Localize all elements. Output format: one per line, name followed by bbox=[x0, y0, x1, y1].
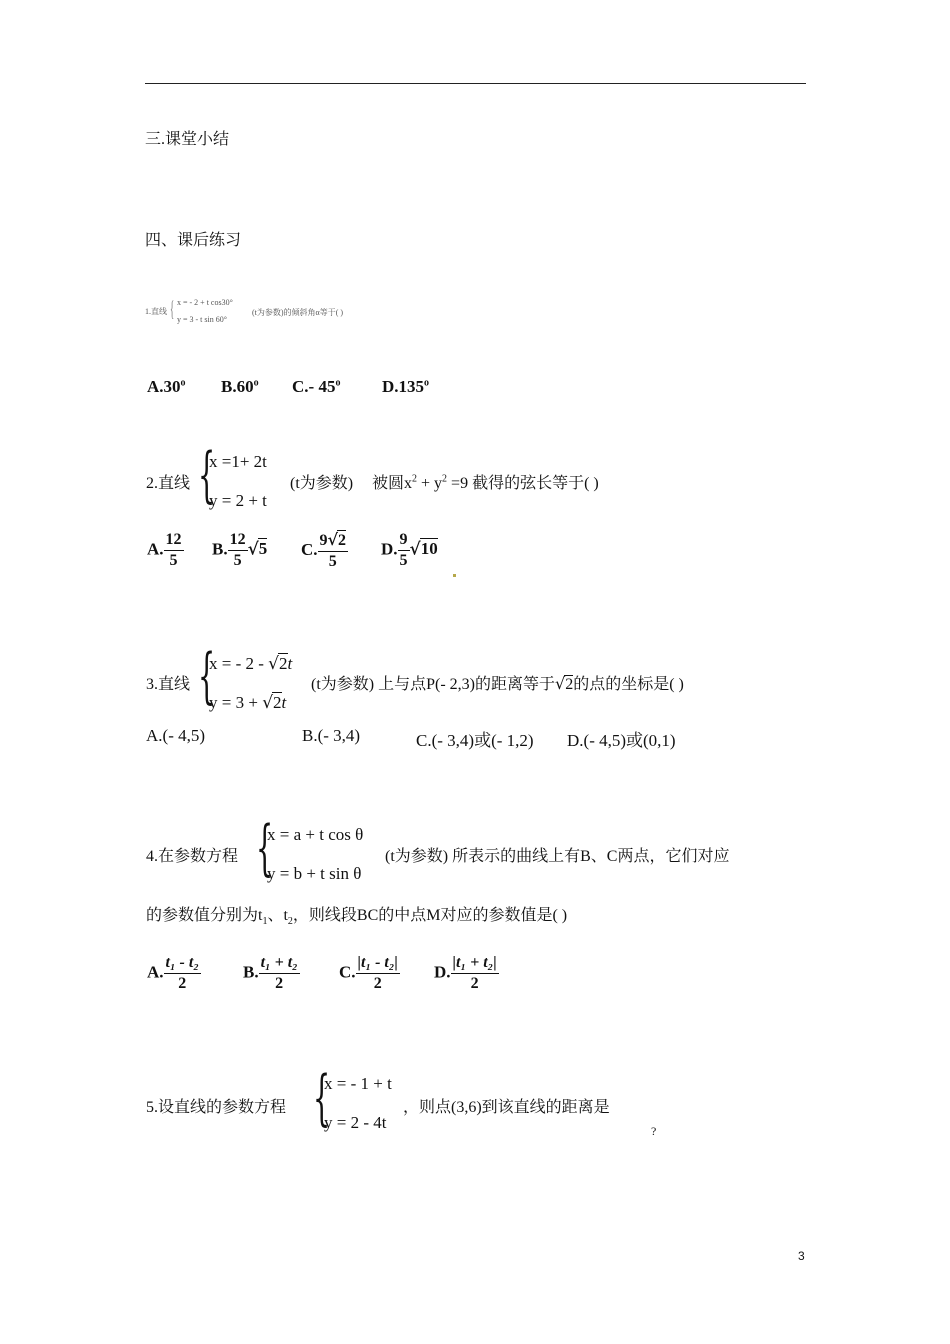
q4-option-b: B. $\frac{\text{t₁ + t₂}}{2}$ bbox=[243, 954, 298, 992]
q5-brace: { bbox=[313, 1063, 331, 1133]
q4-line2: 的参数值分别为$t_1$、$t_2$，则线段BC的中点M对应的参数值是( ) bbox=[146, 907, 568, 928]
q4-eq1: x = a + t cos θ bbox=[267, 825, 364, 844]
q2-option-b: B. $\frac{12}{5}$ √5 bbox=[212, 531, 268, 569]
q3-prefix: 3.直线 bbox=[146, 676, 191, 693]
q2-option-d: D. $\frac{9}{5}$ √10 bbox=[381, 531, 438, 569]
q3-brace: { bbox=[198, 641, 216, 711]
q2-option-a: A. $\frac{12}{5}$ bbox=[147, 531, 182, 569]
q1-eq2: y = 3 - t sin 60° bbox=[177, 315, 227, 324]
q5-eq2: y = 2 - 4t bbox=[324, 1113, 387, 1132]
q4-suffix: (t为参数) 所表示的曲线上有B、C两点，它们对应 bbox=[385, 848, 730, 865]
q3-eq1: x = - 2 - √2t bbox=[209, 654, 293, 674]
q4-option-c: C. $\frac{\text{|t₁ - t₂|}}{2}$ bbox=[339, 954, 398, 992]
q1-eq1: x = - 2 + t cos30° bbox=[177, 298, 233, 307]
q3-text: (t为参数) 上与点P(- 2,3)的距离等于√2的点的坐标是( ) bbox=[311, 674, 684, 693]
section-exercise-title: 四、课后练习 bbox=[145, 232, 242, 249]
q2-eq1: x =1+ 2t bbox=[209, 452, 267, 471]
q5-suffix: ，则点(3,6)到该直线的距离是 bbox=[403, 1099, 610, 1116]
header-rule bbox=[145, 83, 806, 84]
section-summary-title: 三.课堂小结 bbox=[145, 131, 230, 148]
q4-option-d: D. $\frac{\text{|t₁ + t₂|}}{2}$ bbox=[434, 954, 497, 992]
q4-brace: { bbox=[256, 813, 274, 883]
q4-prefix: 4.在参数方程 bbox=[146, 848, 239, 865]
q3-option-c: C.(- 3,4)或(- 1,2) bbox=[416, 731, 534, 750]
q4-eq2: y = b + t sin θ bbox=[267, 864, 362, 883]
q2-brace: { bbox=[198, 440, 216, 510]
q2-param: (t为参数) bbox=[290, 475, 354, 492]
q5-prefix: 5.设直线的参数方程 bbox=[146, 1099, 287, 1116]
q2-text: 被圆$x^2 + y^2 =9$ 截得的弦长等于( ) bbox=[372, 473, 599, 492]
q5-eq1: x = - 1 + t bbox=[324, 1074, 392, 1093]
q2-prefix: 2.直线 bbox=[146, 475, 191, 492]
q5-mark: ? bbox=[651, 1124, 657, 1138]
q1-option-d: D.135$^o$ bbox=[382, 377, 430, 396]
q3-option-b: B.(- 3,4) bbox=[302, 726, 361, 745]
q1-option-a: A.30$^o$ bbox=[147, 377, 186, 396]
page-number: 3 bbox=[798, 1249, 805, 1263]
q3-option-d: D.(- 4,5)或(0,1) bbox=[567, 731, 676, 750]
q4-option-a: A. $\frac{\text{t₁ - t₂}}{2}$ bbox=[147, 954, 199, 992]
stray-dot bbox=[453, 574, 456, 577]
q1-prefix: 1.直线 bbox=[145, 307, 167, 316]
q2-option-c: C. $\frac{9√2}{5}$ bbox=[301, 530, 347, 570]
q1-suffix: (t为参数)的倾斜角α等于( ) bbox=[252, 308, 344, 317]
q2-eq2: y = 2 + t bbox=[209, 491, 267, 510]
q3-option-a: A.(- 4,5) bbox=[146, 726, 206, 745]
q3-eq2: y = 3 + √2t bbox=[209, 693, 287, 713]
q1-brace: { bbox=[170, 296, 175, 321]
q1-option-b: B.60$^o$ bbox=[221, 377, 259, 396]
q1-option-c: C.- 45$^o$ bbox=[292, 377, 341, 396]
